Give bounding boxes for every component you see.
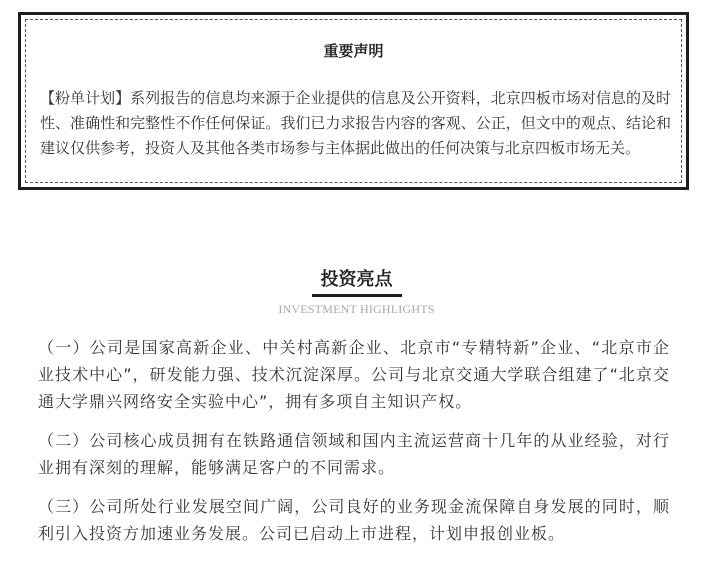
investment-highlights-subtitle: INVESTMENT HIGHLIGHTS [278, 302, 435, 316]
investment-highlights-title: 投资亮点 [320, 269, 393, 290]
important-notice-title: 重要声明 [323, 42, 384, 60]
highlight-item-1: （一）公司是国家高新企业、中关村高新企业、北京市“专精特新”企业、“北京市企业技术中心”，研发能力强、技术沉淀深厚。公司与北京交通大学联合组建了“北京交通大学鼎兴网络安全实验中心”，拥有多项自主知识产权。 [38, 338, 670, 411]
highlight-item-3: （三）公司所处行业发展空间广阔，公司良好的业务现金流保障自身发展的同时，顺利引入投资方加速业务发展。公司已启动上市进程，计划申报创业板。 [38, 497, 670, 543]
important-notice-inner-border [25, 19, 682, 183]
important-notice-box [18, 12, 689, 190]
highlight-item-2: （二）公司核心成员拥有在铁路通信领域和国内主流运营商十几年的从业经验，对行业拥有深刻的理解，能够满足客户的不同需求。 [38, 431, 670, 477]
investment-highlights-underline [312, 294, 402, 297]
investment-highlights-list [38, 334, 670, 559]
important-notice-body: 【粉单计划】系列报告的信息均来源于企业提供的信息及公开资料，北京四板市场对信息的及时性、准确性和完整性不作任何保证。我们已力求报告内容的客观、公正，但文中的观点、结论和建议仅供参考，投资人及其他各类市场参与主体据此做出的任何决策与北京四板市场无关。 [40, 89, 671, 157]
